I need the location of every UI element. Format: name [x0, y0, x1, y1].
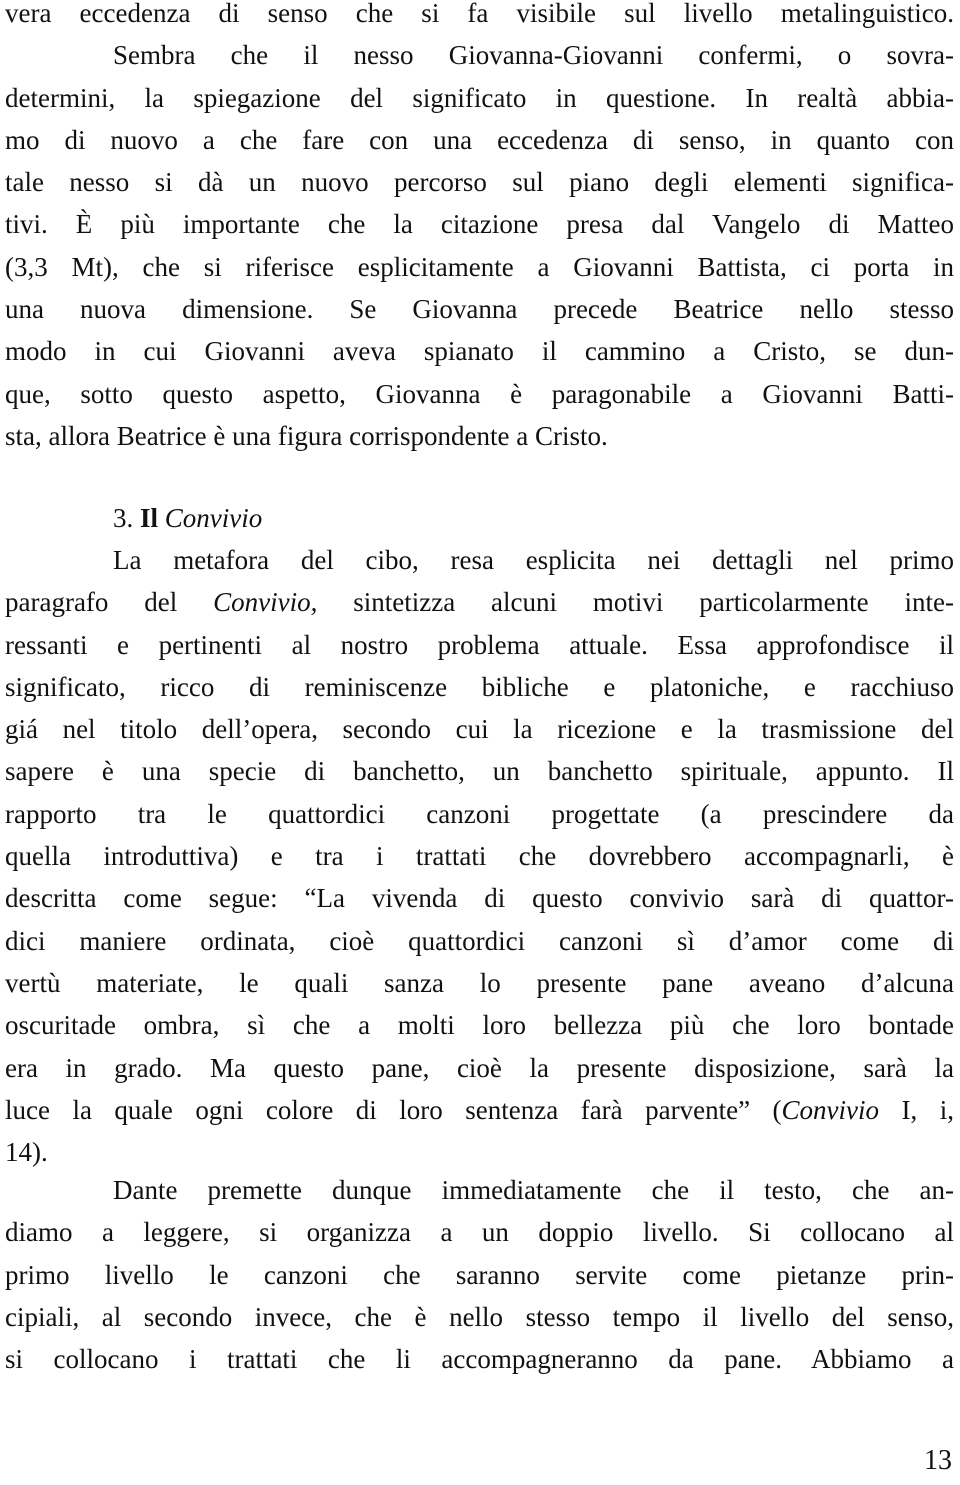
- text-line: dici maniere ordinata, cioè quattordici canzoni sì d’amor come di: [5, 925, 954, 956]
- section-heading-title: Convivio: [164, 503, 263, 533]
- text-line: mo di nuovo a che fare con una eccedenza di senso, in quanto con: [5, 124, 954, 155]
- text-line: La metafora del cibo, resa esplicita nei dettagli nel primo: [113, 545, 954, 575]
- text-line: primo livello le canzoni che saranno servite come pietanze prin-: [5, 1259, 954, 1290]
- text-line: [5, 1089, 954, 1131]
- text-line: oscuritade ombra, sì che a molti loro bellezza più che loro bontade: [5, 1010, 954, 1041]
- text-line: Dante premette dunque immediatamente che il testo, che an-: [113, 1175, 954, 1205]
- text-line: modo in cui Giovanni aveva spianato il cammino a Cristo, se dun-: [5, 336, 954, 367]
- text-run: luce la quale ogni colore di loro sentenza farà parvente” (: [5, 1094, 782, 1125]
- section-heading-article: Il: [140, 503, 159, 533]
- text-line: descritta come segue: “La vivenda di questo convivio sarà di quattor-: [5, 883, 954, 914]
- italic-title: Convivio: [781, 1094, 880, 1125]
- text-line: si collocano i trattati che li accompagneranno da pane. Abbiamo a: [5, 1344, 954, 1375]
- text-line: determini, la spiegazione del significato in questione. In realtà abbia-: [5, 82, 954, 113]
- section-number: 3.: [113, 503, 134, 533]
- section-heading: [113, 497, 262, 539]
- text-line: Sembra che il nesso Giovanna-Giovanni confermi, o sovra-: [113, 40, 954, 71]
- text-line: tivi. È più importante che la citazione presa dal Vangelo di Matteo: [5, 209, 954, 240]
- text-line: era in grado. Ma questo pane, cioè la presente disposizione, sarà la: [5, 1052, 954, 1083]
- text-line: tale nesso si dà un nuovo percorso sul piano degli elementi significa-: [5, 167, 954, 198]
- text-run: sintetizza alcuni motivi particolarmente inte-: [317, 587, 954, 618]
- text-line: (3,3 Mt), che si riferisce esplicitamente a Giovanni Battista, ci porta in: [5, 251, 954, 282]
- text-run: I, i,: [879, 1094, 954, 1125]
- text-line: significato, ricco di reminiscenze bibliche e platoniche, e racchiuso: [5, 671, 954, 702]
- italic-title: Convivio,: [213, 587, 318, 618]
- text-line: que, sotto questo aspetto, Giovanna è paragonabile a Giovanni Batti-: [5, 378, 954, 409]
- text-line: vertù materiate, le quali sanza lo presente pane aveano d’alcuna: [5, 967, 954, 998]
- text-line: cipiali, al secondo invece, che è nello stesso tempo il livello del senso,: [5, 1301, 954, 1332]
- text-line: 14).: [5, 1137, 48, 1168]
- text-line: diamo a leggere, si organizza a un doppio livello. Si collocano al: [5, 1217, 954, 1248]
- text-line: [5, 581, 954, 623]
- paragraph-giovanna-giovanni: [5, 0, 954, 457]
- page-number: 13: [924, 1445, 952, 1476]
- text-line: quella introduttiva) e tra i trattati che dovrebbero accompagnarli, è: [5, 841, 954, 872]
- text-line: sapere è una specie di banchetto, un banchetto spirituale, appunto. Il: [5, 756, 954, 787]
- text-line: giá nel titolo dell’opera, secondo cui la ricezione e la trasmissione del: [5, 714, 954, 745]
- paragraph-convivio: [5, 539, 954, 1173]
- text-line: rapporto tra le quattordici canzoni progettate (a prescindere da: [5, 798, 954, 829]
- text-run: paragrafo del: [5, 587, 214, 618]
- text-line: ressanti e pertinenti al nostro problema attuale. Essa approfondisce il: [5, 629, 954, 660]
- text-line: sta, allora Beatrice è una figura corrispondente a Cristo.: [5, 420, 608, 451]
- paragraph-doppio-livello: [5, 1169, 954, 1380]
- text-line: vera eccedenza di senso che si fa visibile sul livello metalinguistico.: [5, 0, 954, 28]
- text-line: una nuova dimensione. Se Giovanna precede Beatrice nello stesso: [5, 294, 954, 325]
